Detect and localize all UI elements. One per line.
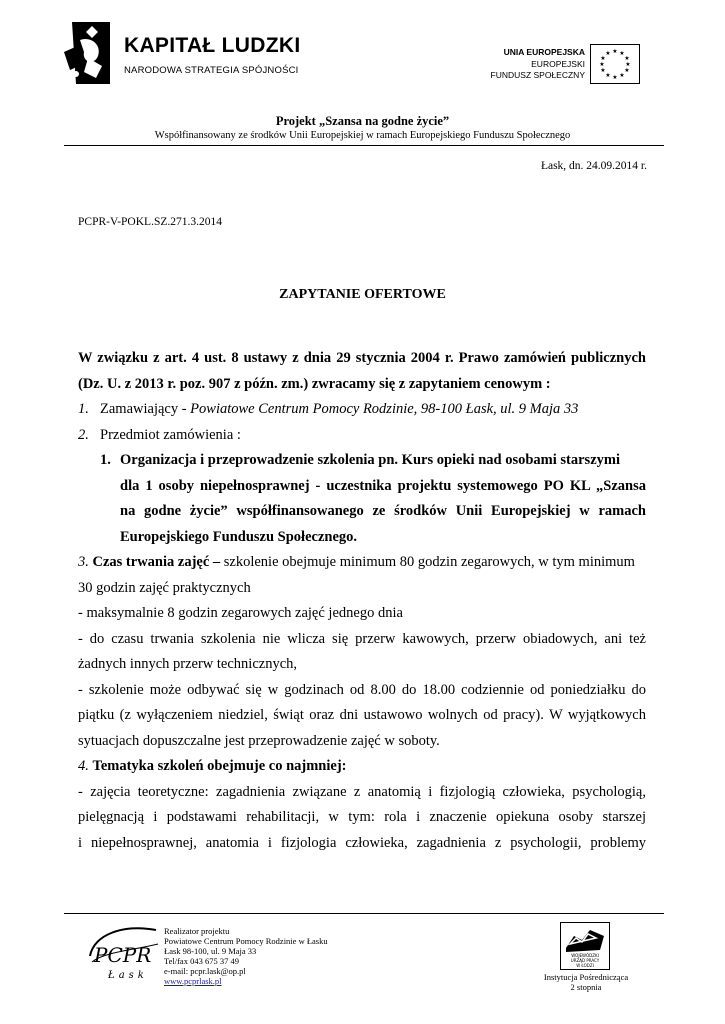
svg-text:★: ★ [612,48,618,55]
item-2-number: 2. [78,426,89,443]
svg-text:★: ★ [625,61,631,68]
footer-address: Łask 98-100, ul. 9 Maja 33 [164,946,257,956]
item-1 [78,397,646,423]
footer-email: e-mail: pcpr.lask@op.pl [164,966,246,976]
svg-text:★: ★ [624,67,630,74]
item-3-label: Czas trwania zajęć – [92,554,221,570]
svg-text:★: ★ [619,72,625,79]
svg-text:★: ★ [605,72,611,79]
eu-text-block [491,47,585,82]
item-4-label: Tematyka szkoleń obejmuje co najmniej: [92,758,347,774]
svg-text:★: ★ [599,61,605,68]
item-4-line-1: - zajęcia teoretyczne: zagadnienia związane z anatomią i fizjologią człowieka, psychologią, [78,783,646,800]
sub-item-1-text-1: Organizacja i przeprowadzenie szkolenia pn. Kurs opieki nad osobami starszymi [120,452,620,468]
document-date: Łask, dn. 24.09.2014 r. [540,160,647,172]
svg-text:★: ★ [612,74,618,81]
eu-fund-line2: FUNDUSZ SPOŁECZNY [490,70,585,80]
sub-item-1 [78,448,646,550]
item-1-value: Powiatowe Centrum Pomocy Rodzinie, 98-100 Łask, ul. 9 Maja 33 [190,401,579,417]
eu-name: UNIA EUROPEJSKA [503,47,585,57]
intermediate-institution-caption [524,972,648,992]
svg-text:★: ★ [619,50,625,57]
wup-logo-icon [560,922,610,970]
project-subtitle: Współfinansowany ze środków Unii Europejskiej w ramach Europejskiego Funduszu Społecznego [154,130,571,141]
svg-text:★: ★ [624,55,630,62]
item-1-label: Zamawiający - [100,401,191,417]
eu-fund-line1: EUROPEJSKI [531,58,585,69]
wup-logo [560,922,610,970]
wup-logo-line-1: WOJEWÓDZKI [571,953,599,958]
svg-text:★: ★ [605,50,611,57]
item-3-line-1 [78,550,646,576]
document-title: ZAPYTANIE OFERTOWE [279,287,446,302]
sub-item-1-number: 1. [100,452,111,468]
kapital-ludzki-title: KAPITAŁ LUDZKI [124,34,301,57]
item-3-text-1: szkolenie obejmuje minimum 80 godzin zegarowych, w tym minimum [220,554,635,570]
item-3-line-6: - szkolenie może odbywać się w godzinach od 8.00 do 18.00 codziennie od poniedziałku do [78,681,646,698]
item-3-line-3: - maksymalnie 8 godzin zegarowych zajęć jednego dnia [78,605,403,621]
pcpr-logo-sub: Łask [108,970,148,981]
item-3-line-8: sytuacjach dopuszczalne jest przeprowadzenie zajęć w soboty. [78,732,440,749]
footer-divider [64,913,664,914]
wup-logo-line-2: URZĄD PRACY [570,958,600,963]
item-3-number: 3. [78,554,89,570]
item-3-line-5: żadnych innych przerw technicznych, [78,656,298,672]
footer-contact [164,926,328,986]
footer-role: Realizator projektu [164,926,230,936]
sub-item-1-line-4: Europejskiego Funduszu Społecznego. [120,528,358,545]
pcpr-logo [84,922,162,984]
intro-line-1: W związku z art. 4 ust. 8 ustawy z dnia 29 stycznia 2004 r. Prawo zamówień publicznych [78,350,646,366]
sub-item-1-line-2: dla 1 osoby niepełnosprawnej - uczestnika projektu systemowego PO KL „Szansa [120,477,646,494]
item-3-line-7: piątku (z wyłączeniem niedziel, świąt oraz dni ustawowo wolnych od pracy). W wyjątkowych [78,707,646,723]
wup-caption-line-1: Instytucja Pośrednicząca [543,972,629,982]
item-2 [78,423,646,449]
footer-website-link[interactable]: www.pcprlask.pl [164,976,222,986]
project-title: Projekt „Szansa na godne życie” [275,114,450,128]
item-4-line-3: i niepełnosprawnej, anatomia i fizjologia człowieka, zagadnienia z psychologii, problemy [78,834,646,851]
item-1-number: 1. [78,401,89,417]
sub-item-1-line-1 [100,448,646,474]
footer-org: Powiatowe Centrum Pomocy Rodzinie w Łasku [164,936,328,946]
item-4-heading [78,754,646,780]
eu-flag-icon [590,44,640,84]
footer-phone: Tel/fax 043 675 37 49 [164,956,239,966]
pcpr-logo-text: PCPR [94,943,152,967]
svg-text:★: ★ [600,67,606,74]
wup-caption-line-2: 2 stopnia [570,982,602,992]
kapital-ludzki-subtitle: NARODOWA STRATEGIA SPÓJNOŚCI [124,65,299,76]
item-4-number: 4. [78,758,89,774]
pcpr-logo-icon [84,922,162,984]
header-divider [64,145,664,146]
reference-number: PCPR-V-POKL.SZ.271.3.2014 [78,216,222,228]
wup-logo-line-3: W ŁODZI [576,963,594,968]
item-4-line-2: pielęgnacją i podstawami rehabilitacji, w tym: rola i znaczenie opiekuna osoby starszej [78,809,646,825]
sub-item-1-line-3: na godne życie” współfinansowanego ze środków Unii Europejskiej w ramach [120,503,646,519]
kapital-ludzki-emblem-icon [62,22,122,92]
item-3-line-4: - do czasu trwania szkolenia nie wlicza się przerw kawowych, przerw obiadowych, ani też [78,630,646,647]
item-3-line-2: 30 godzin zajęć praktycznych [78,579,251,596]
svg-text:★: ★ [600,55,606,62]
intro-line-2: (Dz. U. z 2013 r. poz. 907 z późn. zm.) zwracamy się z zapytaniem cenowym : [78,375,551,392]
item-2-label: Przedmiot zamówienia : [100,426,241,443]
document-body [78,346,646,856]
